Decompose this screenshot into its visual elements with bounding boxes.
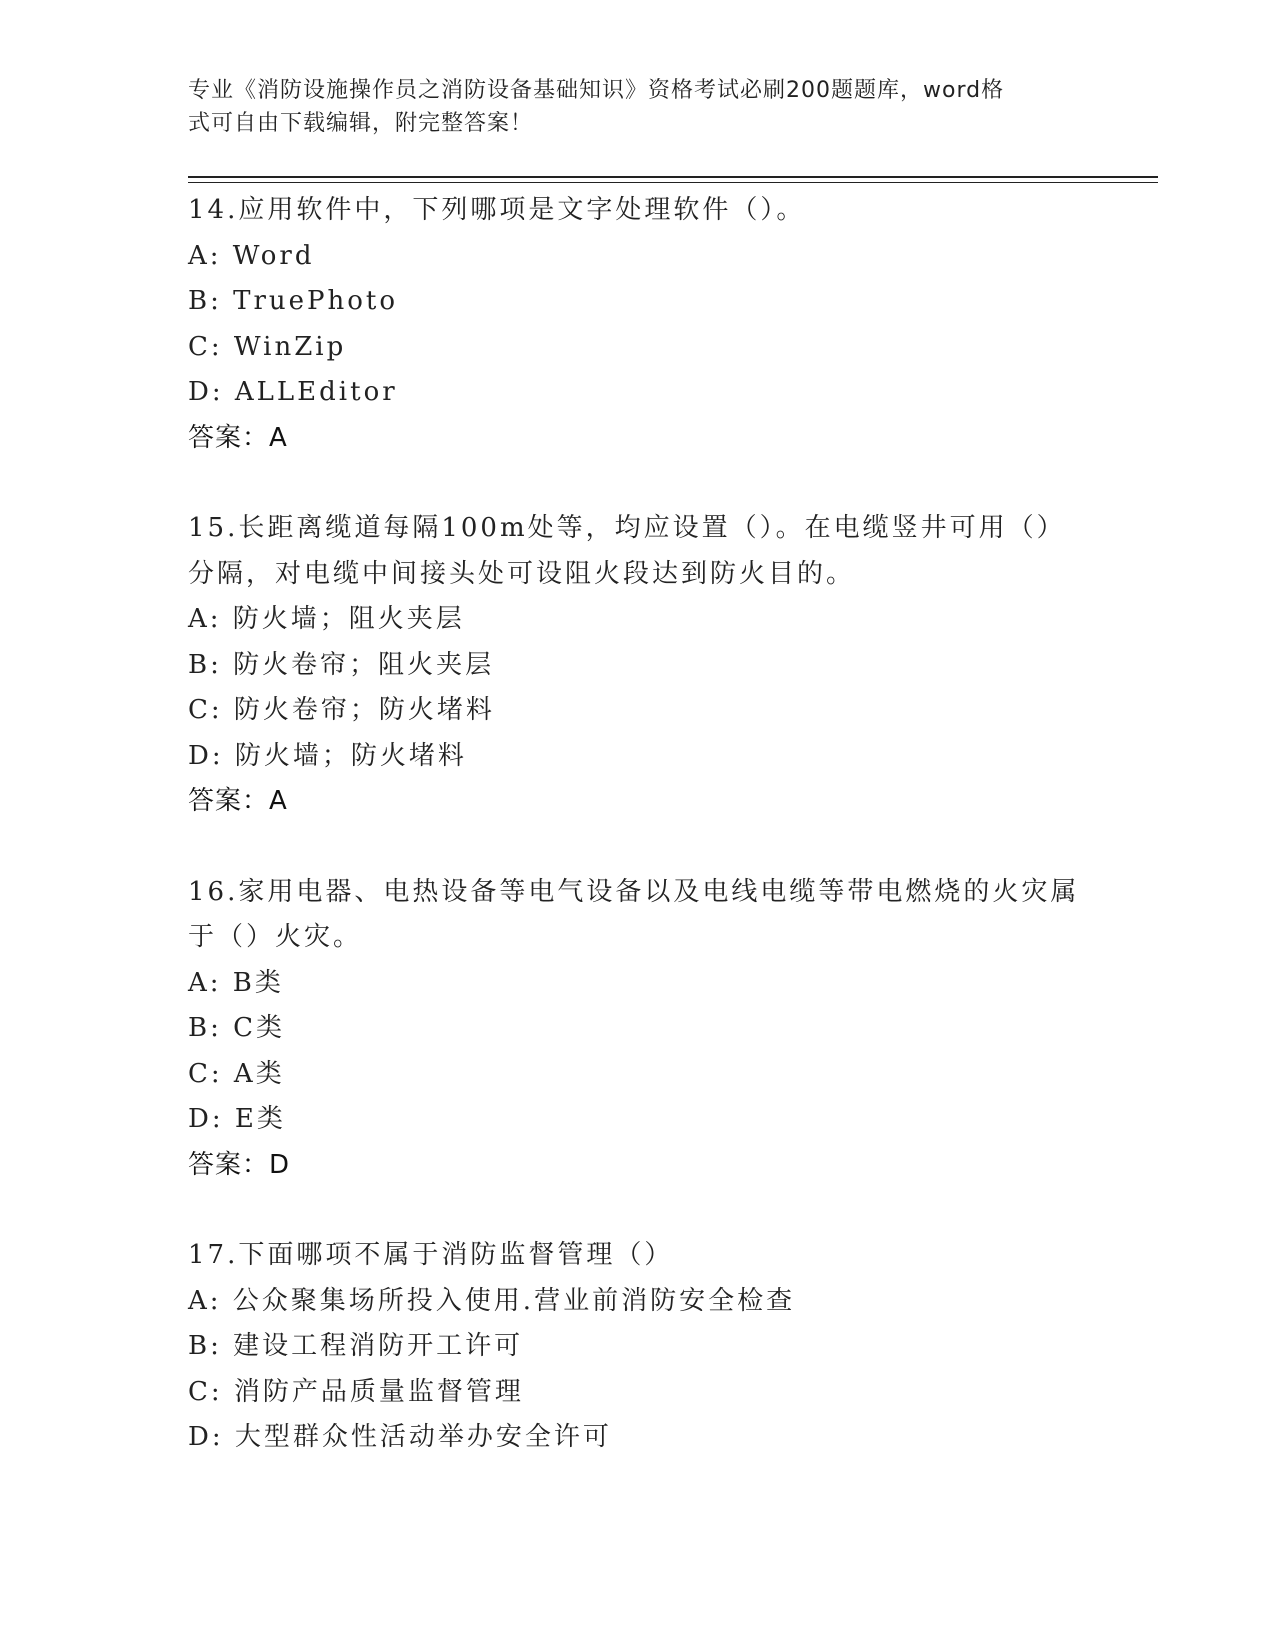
answer-option: C: 消防产品质量监督管理 xyxy=(188,1376,524,1407)
answer-key: 答案：D xyxy=(188,1149,291,1180)
answer-option: C: 防火卷帘；防火堵料 xyxy=(188,695,495,725)
question-stem: 14.应用软件中，下列哪项是文字处理软件（）。 xyxy=(188,195,806,225)
question-block xyxy=(188,870,1088,1189)
header-line-1: 专业《消防设施操作员之消防设备基础知识》资格考试必刷200题题库，word格 xyxy=(188,78,1005,103)
question-stem: 于（）火灾。 xyxy=(188,922,363,952)
answer-option: C: WinZip xyxy=(188,331,347,362)
header-divider-thin xyxy=(188,182,1158,183)
answer-option: A: 防火墙；阻火夹层 xyxy=(188,604,465,634)
document-header xyxy=(188,74,1088,140)
question-stem: 16.家用电器、电热设备等电气设备以及电线电缆等带电燃烧的火灾属 xyxy=(188,876,1080,907)
header-divider-thick xyxy=(188,176,1158,178)
answer-option: D: ALLEditor xyxy=(188,377,398,407)
answer-option: A: B类 xyxy=(188,967,284,998)
answer-option: D: 大型群众性活动举办安全许可 xyxy=(188,1422,612,1452)
answer-option: A: 公众聚集场所投入使用.营业前消防安全检查 xyxy=(188,1285,796,1316)
question-block xyxy=(188,1233,1088,1461)
answer-option: A: Word xyxy=(188,240,315,271)
question-stem: 17.下面哪项不属于消防监督管理（） xyxy=(188,1240,674,1270)
question-stem: 15.长距离缆道每隔100m处等，均应设置（）。在电缆竖井可用（） xyxy=(188,513,1066,543)
answer-key: 答案：A xyxy=(188,786,288,816)
answer-option: B: 防火卷帘；阻火夹层 xyxy=(188,649,495,680)
answer-option: B: 建设工程消防开工许可 xyxy=(188,1331,524,1361)
answer-option: B: C类 xyxy=(188,1013,286,1043)
answer-option: B: TruePhoto xyxy=(188,286,399,316)
answer-key: 答案：A xyxy=(188,422,288,453)
question-list xyxy=(188,188,1088,1461)
header-line-2: 式可自由下载编辑，附完整答案！ xyxy=(188,111,534,136)
answer-option: C: A类 xyxy=(188,1058,285,1089)
question-block xyxy=(188,188,1088,461)
question-block xyxy=(188,506,1088,825)
answer-option: D: E类 xyxy=(188,1104,286,1134)
answer-option: D: 防火墙；防火堵料 xyxy=(188,740,467,771)
question-stem: 分隔，对电缆中间接头处可设阻火段达到防火目的。 xyxy=(188,558,856,589)
